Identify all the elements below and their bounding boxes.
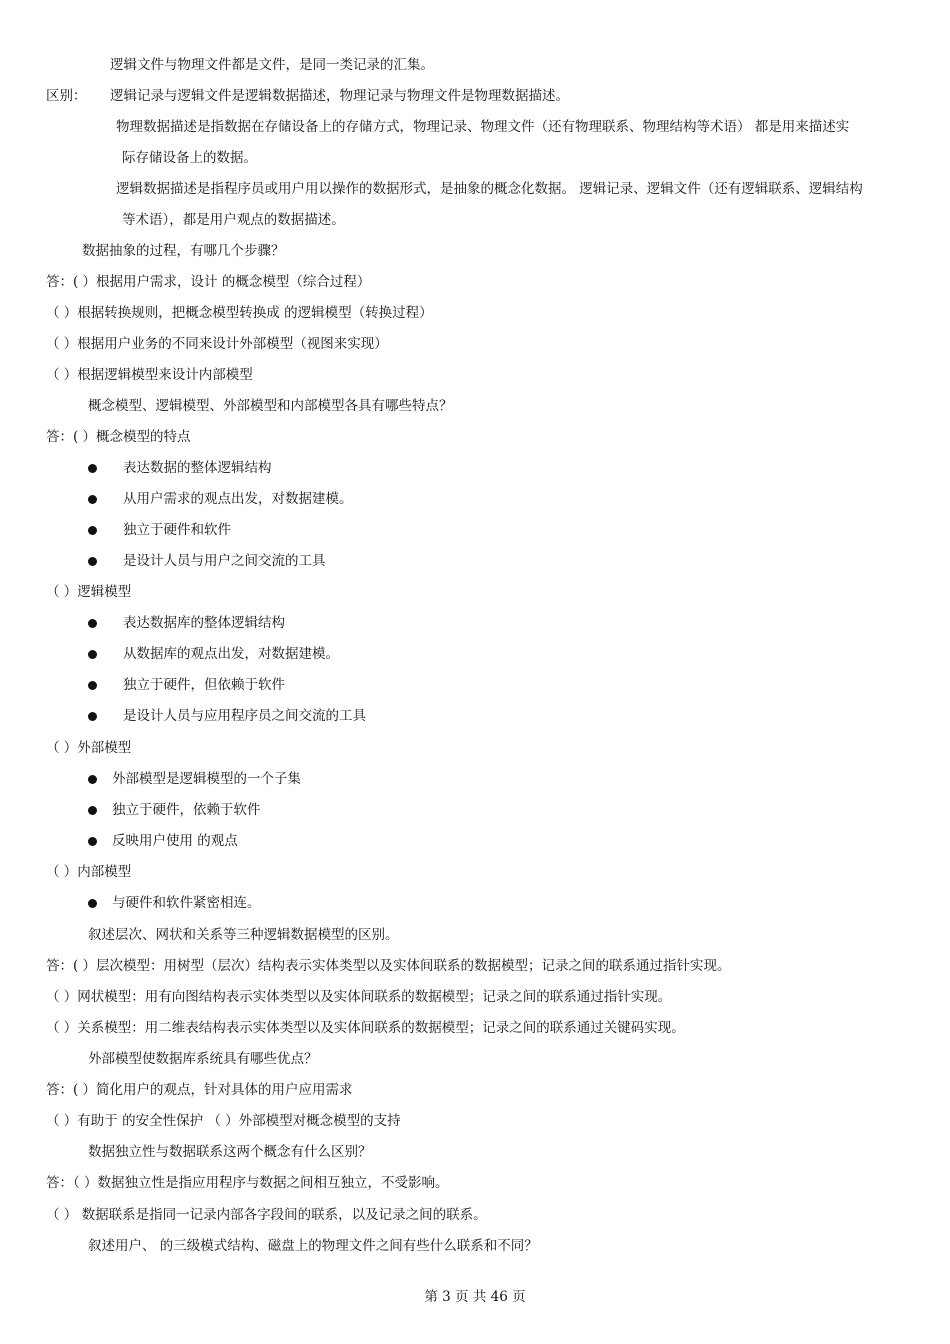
answer-line: （ ）有助于 的安全性保护 （ ）外部模型对概念模型的支持: [46, 1113, 401, 1129]
answer-line: （ ）根据逻辑模型来设计内部模型: [46, 367, 253, 383]
bullet-item: [88, 521, 231, 539]
answer-line: 答：（ ）数据独立性是指应用程序与数据之间相互独立，不受影响。: [46, 1175, 449, 1191]
bullet-item: [88, 459, 272, 477]
bullet-item: [88, 894, 261, 912]
bullet-text: 反映用户使用 的观点: [112, 833, 238, 849]
bullet-icon: [88, 495, 97, 504]
bullet-icon: [88, 464, 97, 473]
text-line: 逻辑文件与物理文件都是文件，是同一类记录的汇集。: [110, 57, 434, 73]
answer-line: 答：( ）层次模型：用树型（层次）结构表示实体类型以及实体间联系的数据模型；记录之间的联系通过指针实现。: [46, 958, 731, 974]
question-heading: 叙述用户、 的三级模式结构、磁盘上的物理文件之间有些什么联系和不同？: [88, 1238, 538, 1254]
text-line: 等术语），都是用户观点的数据描述。: [122, 212, 345, 228]
answer-line: 答：( ）简化用户的观点，针对具体的用户应用需求: [46, 1082, 353, 1098]
question-heading: 概念模型、逻辑模型、外部模型和内部模型各具有哪些特点？: [88, 398, 453, 414]
answer-line: （ ）根据转换规则，把概念模型转换成 的逻辑模型（转换过程）: [46, 305, 433, 321]
answer-line: （ ）内部模型: [46, 864, 132, 880]
bullet-text: 独立于硬件，但依赖于软件: [123, 677, 285, 693]
text-line: 区别：: [46, 88, 87, 104]
bullet-icon: [88, 775, 97, 784]
question-heading: 叙述层次、网状和关系等三种逻辑数据模型的区别。: [88, 927, 399, 943]
bullet-text: 外部模型是逻辑模型的一个子集: [112, 771, 301, 787]
bullet-icon: [88, 650, 97, 659]
question-heading: 数据独立性与数据联系这两个概念有什么区别？: [88, 1144, 372, 1160]
answer-line: 答：( ）根据用户需求，设计 的概念模型（综合过程）: [46, 274, 371, 290]
bullet-icon: [88, 619, 97, 628]
answer-line: （ ）逻辑模型: [46, 584, 132, 600]
bullet-item: [88, 832, 238, 850]
bullet-item: [88, 801, 261, 819]
bullet-icon: [88, 712, 97, 721]
page-footer: 第 3 页 共 46 页: [424, 1289, 526, 1305]
bullet-text: 从用户需求的观点出发，对数据建模。: [123, 491, 353, 507]
bullet-text: 从数据库的观点出发，对数据建模。: [123, 646, 339, 662]
text-line: 逻辑记录与逻辑文件是逻辑数据描述，物理记录与物理文件是物理数据描述。: [110, 88, 569, 104]
bullet-icon: [88, 681, 97, 690]
bullet-icon: [88, 526, 97, 535]
question-heading: 数据抽象的过程，有哪几个步骤？: [82, 243, 285, 259]
bullet-icon: [88, 557, 97, 566]
bullet-item: [88, 770, 301, 788]
bullet-text: 独立于硬件，依赖于软件: [112, 802, 261, 818]
bullet-text: 与硬件和软件紧密相连。: [112, 895, 261, 911]
answer-line: （ ）外部模型: [46, 740, 132, 756]
answer-line: （ ）根据用户业务的不同来设计外部模型（视图来实现）: [46, 336, 388, 352]
question-heading: 外部模型使数据库系统具有哪些优点？: [88, 1051, 318, 1067]
answer-line: （ ）关系模型：用二维表结构表示实体类型以及实体间联系的数据模型；记录之间的联系通过关键码实现。: [46, 1020, 685, 1036]
bullet-item: [88, 490, 353, 508]
bullet-text: 独立于硬件和软件: [123, 522, 231, 538]
answer-line: 答：( ）概念模型的特点: [46, 429, 191, 445]
bullet-icon: [88, 899, 97, 908]
bullet-icon: [88, 837, 97, 846]
bullet-item: [88, 645, 339, 663]
bullet-text: 是设计人员与应用程序员之间交流的工具: [123, 708, 366, 724]
bullet-item: [88, 676, 285, 694]
answer-line: （ ）网状模型：用有向图结构表示实体类型以及实体间联系的数据模型；记录之间的联系通过指针实现。: [46, 989, 672, 1005]
text-line: 逻辑数据描述是指程序员或用户用以操作的数据形式，是抽象的概念化数据。 逻辑记录、逻辑文件（还有逻辑联系、逻辑结构: [116, 181, 863, 197]
bullet-text: 表达数据的整体逻辑结构: [123, 460, 272, 476]
text-line: 际存储设备上的数据。: [122, 150, 257, 166]
bullet-item: [88, 552, 326, 570]
bullet-icon: [88, 806, 97, 815]
bullet-item: [88, 614, 285, 632]
answer-line: （ ） 数据联系是指同一记录内部各字段间的联系，以及记录之间的联系。: [46, 1207, 487, 1223]
text-line: 物理数据描述是指数据在存储设备上的存储方式，物理记录、物理文件（还有物理联系、物理结构等术语） 都是用来描述实: [116, 119, 850, 135]
bullet-item: [88, 707, 366, 725]
bullet-text: 表达数据库的整体逻辑结构: [123, 615, 285, 631]
bullet-text: 是设计人员与用户之间交流的工具: [123, 553, 326, 569]
